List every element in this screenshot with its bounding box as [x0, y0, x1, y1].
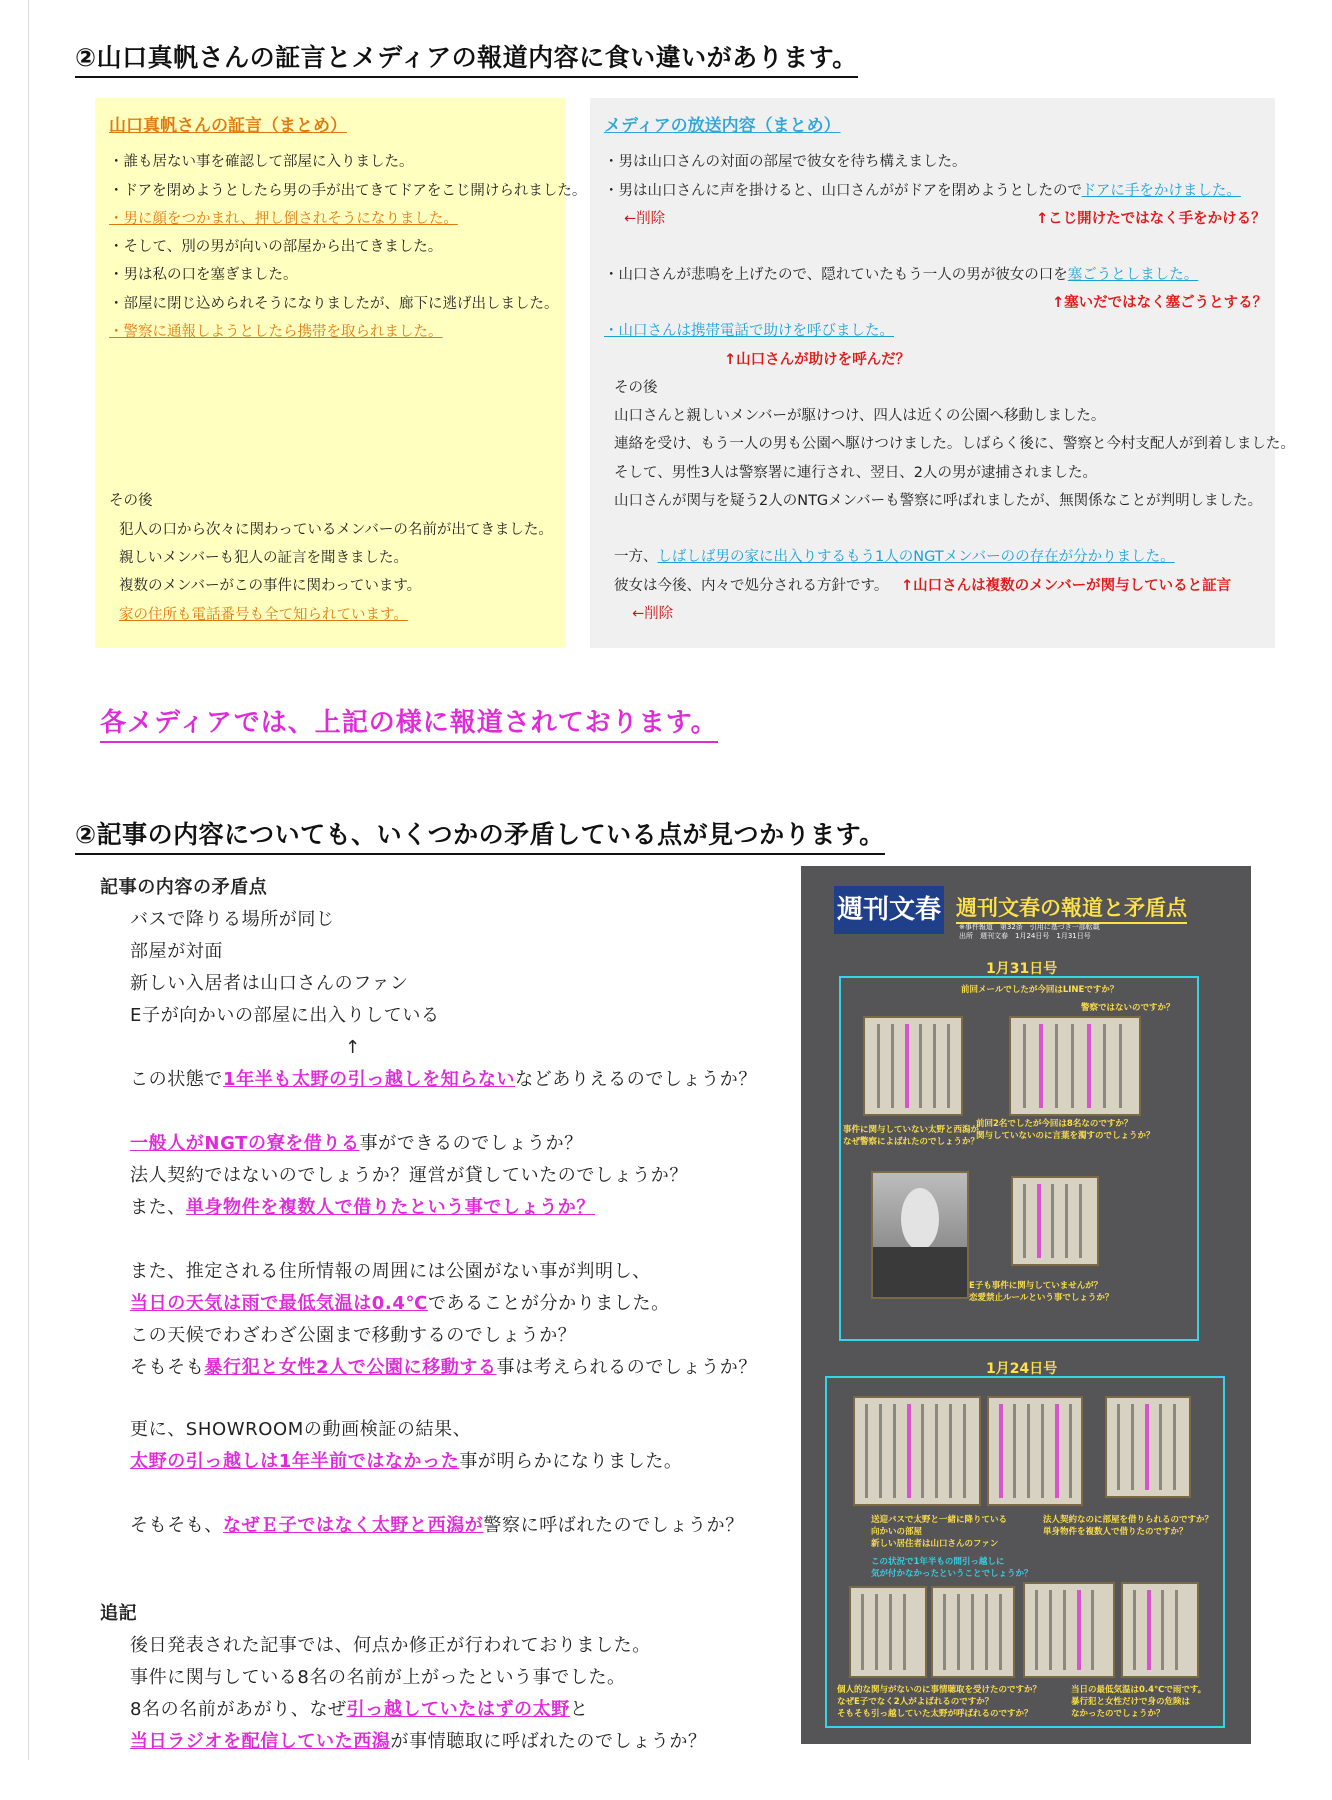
media-highlight: ドアに手をかけました。 — [1081, 182, 1241, 199]
media-after-line: 連絡を受け、もう一人の男も公園へ駆けつけました。しばらく後に、警察と今村支配人が到着しました。 — [614, 436, 1295, 453]
paragraph-line: 太野の引っ越しは1年半前ではなかった事が明らかになりました。 — [130, 1451, 683, 1472]
article-clipping — [853, 1396, 981, 1506]
testimony-line-highlight: ・警察に通報しようとしたら携帯を取られました。 — [109, 324, 443, 341]
delete-note: ←削除 — [624, 210, 666, 227]
contradiction-note: ↑こじ開けたではなく手をかける？ — [1036, 210, 1266, 227]
media-highlight: 塞ごうとしました。 — [1067, 267, 1199, 284]
media-after-label: その後 — [614, 379, 658, 396]
article-clipping — [1009, 1016, 1141, 1116]
article-clipping — [849, 1586, 927, 1678]
media-after-line: 山口さんと親しいメンバーが駆けつけ、四人は近くの公園へ移動しました。 — [614, 408, 1106, 425]
article-clipping — [1121, 1582, 1199, 1678]
article-clipping — [987, 1396, 1083, 1506]
postscript-line: 当日ラジオを配信していた西潟が事情聴取に呼ばれたのでしょうか？ — [130, 1731, 707, 1752]
figure-title: 週刊文春の報道と矛盾点 — [956, 892, 1187, 924]
figure-note: 法人契約なのに部屋を借りられるのですか？ 単身物件を複数人で借りたのですか？ — [1043, 1515, 1214, 1537]
media-highlight: ・山口さんは携帯電話で助けを呼びました。 — [604, 323, 894, 340]
bunshun-logo: 週刊文春 — [834, 886, 944, 934]
testimony-title: 山口真帆さんの証言（まとめ） — [109, 116, 347, 136]
postscript-heading: 追記 — [100, 1603, 138, 1624]
article-clipping — [1105, 1396, 1191, 1498]
media-after-line: 山口さんが関与を疑う2人のNTGメンバーも警察に呼ばれましたが、無関係なことが判明しました。 — [614, 492, 1263, 509]
media-annotation-row — [604, 346, 1261, 374]
postscript-line: 事件に関与している8名の名前が上がったという事でした。 — [130, 1667, 626, 1688]
media-annotation-row — [604, 205, 1266, 233]
question: 一般人がNGTの寮を借りる事ができるのでしょうか？ — [130, 1133, 583, 1154]
testimony-line: ・男は私の口を塞ぎました。 — [109, 267, 298, 284]
figure-note: 前回2名でしたが今回は8名なのですか？ 関与していないのに言葉を濁すのでしょうか？ — [976, 1119, 1155, 1141]
testimony-box — [95, 98, 587, 648]
bunshun-figure — [801, 866, 1251, 1744]
issue-date-label: 1月24日号 — [986, 1361, 1058, 1377]
point: 新しい入居者は山口さんのファン — [130, 973, 409, 994]
media-annotation-row — [604, 289, 1268, 317]
media-box — [590, 98, 1295, 648]
testimony-after-line: 複数のメンバーがこの事件に関わっています。 — [119, 578, 422, 595]
up-arrow: ↑ — [345, 1037, 361, 1058]
paragraph-line: 当日の天気は雨で最低気温は0.4℃であることが分かりました。 — [130, 1293, 670, 1314]
testimony-after-line: 親しいメンバーも犯人の証言を聞きました。 — [119, 549, 408, 566]
media-after-line: そして、男性3人は警察署に連行され、翌日、2人の男が逮捕されました。 — [614, 464, 1098, 481]
figure-note: 事件に関与していない太野と西潟が なぜ警察によばれたのでしょうか？ — [843, 1125, 980, 1147]
point: バスで降りる場所が同じ — [130, 909, 335, 930]
paragraph-line: そもそも、なぜＥ子ではなく太野と西潟が警察に呼ばれたのでしょうか？ — [130, 1515, 744, 1536]
point: 部屋が対面 — [130, 941, 223, 962]
media-highlight: しばしば男の家に出入りするもう1人のNGTメンバーのの存在が分かりました。 — [657, 549, 1175, 566]
testimony-line: ・そして、別の男が向いの部屋から出てきました。 — [109, 239, 443, 256]
left-margin-rule — [28, 0, 29, 1760]
testimony-after-line: 犯人の口から次々に関わっているメンバーの名前が出てきました。 — [119, 521, 553, 538]
testimony-after-line-highlight: 家の住所も電話番号も全て知られています。 — [119, 606, 408, 623]
delete-note: ←削除 — [632, 605, 674, 622]
media-line: ・山口さんが悲鳴を上げたので、隠れていたもう一人の男が彼女の口を塞ごうとしました。 — [604, 267, 1199, 284]
postscript-line: 8名の名前があがり、なぜ引っ越していたはずの太野と — [130, 1699, 589, 1720]
article-clipping — [863, 1016, 963, 1116]
contradictions-text — [100, 872, 757, 1758]
issue-date-label: 1月31日号 — [986, 961, 1058, 977]
section1-title: ②山口真帆さんの証言とメディアの報道内容に食い違いがあります。 — [75, 38, 858, 78]
media-summary: 各メディアでは、上記の様に報道されております。 — [100, 702, 718, 743]
contradiction-note: ↑塞いだではなく塞ごうとする？ — [1052, 295, 1268, 312]
postscript-line: 後日発表された記事では、何点か修正が行われておりました。 — [130, 1635, 651, 1656]
paragraph-line: この天候でわざわざ公園まで移動するのでしょうか？ — [130, 1325, 577, 1346]
figure-note: この状況で1年半もの間引っ越しに 気が付かなかったということでしょうか？ — [871, 1557, 1033, 1579]
contradiction-note: ↑山口さんが助けを呼んだ？ — [724, 351, 911, 368]
article-clipping — [1023, 1582, 1115, 1678]
testimony-line: ・誰も居ない事を確認して部屋に入りました。 — [109, 154, 414, 171]
contradiction-note: ↑山口さんは複数のメンバーが関与していると証言 — [901, 577, 1232, 594]
photo-clipping — [871, 1171, 969, 1299]
media-line: 彼女は今後、内々で処分される方針です。 ↑山口さんは複数のメンバーが関与していると証言 — [604, 572, 1261, 600]
media-line: ・男は山口さんに声を掛けると、山口さんががドアを閉めようとしたのでドアに手をかけました。 — [604, 182, 1241, 199]
testimony-line: ・部屋に閉じ込められそうになりましたが、廊下に逃げ出しました。 — [109, 295, 559, 312]
section2-title: ②記事の内容についても、いくつかの矛盾している点が見つかります。 — [75, 815, 885, 855]
figure-source-note: ※事件報道 第32条 引用に基づき一部転載 出所 週刊文春 1月24日号 1月31日号 — [959, 923, 1100, 940]
figure-note: 当日の最低気温は0.4℃で雨です。 暴行犯と女性だけで身の危険は なかったのでしょうか？ — [1071, 1685, 1207, 1719]
media-line: ・男は山口さんの対面の部屋で彼女を待ち構えました。 — [604, 154, 967, 171]
question: 法人契約ではないのでしょうか？運営が貸していたのでしょうか？ — [130, 1165, 688, 1186]
figure-note: 送迎バスで太野と一緒に降りている 向かいの部屋 新しい居住者は山口さんのファン — [871, 1515, 1008, 1549]
figure-note: 警察ではないのですか？ — [1081, 1003, 1175, 1013]
paragraph-line: 更に、SHOWROOMの動画検証の結果、 — [130, 1419, 472, 1440]
media-title: メディアの放送内容（まとめ） — [604, 116, 841, 136]
question: この状態で1年半も太野の引っ越しを知らないなどありえるのでしょうか？ — [130, 1069, 757, 1090]
paragraph-line: そもそも暴行犯と女性2人で公園に移動する事は考えられるのでしょうか？ — [130, 1357, 757, 1378]
media-line: 一方、しばしば男の家に出入りするもう1人のNGTメンバーのの存在が分かりました。 — [614, 549, 1175, 566]
paragraph-line: また、推定される住所情報の周囲には公園がない事が判明し、 — [130, 1261, 651, 1282]
question: また、単身物件を複数人で借りたという事でしょうか？ — [130, 1197, 596, 1218]
figure-note: 前回メールでしたが今回はLINEですか？ — [961, 985, 1119, 995]
article-clipping — [931, 1586, 1015, 1678]
testimony-line: ・ドアを閉めようとしたら男の手が出てきてドアをこじ開けられました。 — [109, 182, 587, 199]
point: E子が向かいの部屋に出入りしている — [130, 1005, 440, 1026]
figure-note: E子も事件に関与していませんが？ 恋愛禁止ルールという事でしょうか？ — [969, 1281, 1114, 1303]
contradictions-heading: 記事の内容の矛盾点 — [100, 877, 268, 898]
figure-note: 個人的な関与がないのに事情聴取を受けたのですか？ なぜE子でなく2人がよばれるのですか？ そもそも引っ越していた太野が呼ばれるのですか？ — [837, 1685, 1042, 1719]
testimony-line-highlight: ・男に顔をつかまれ、押し倒されそうになりました。 — [109, 210, 458, 227]
testimony-after-label: その後 — [109, 493, 153, 510]
article-clipping — [1011, 1176, 1099, 1266]
